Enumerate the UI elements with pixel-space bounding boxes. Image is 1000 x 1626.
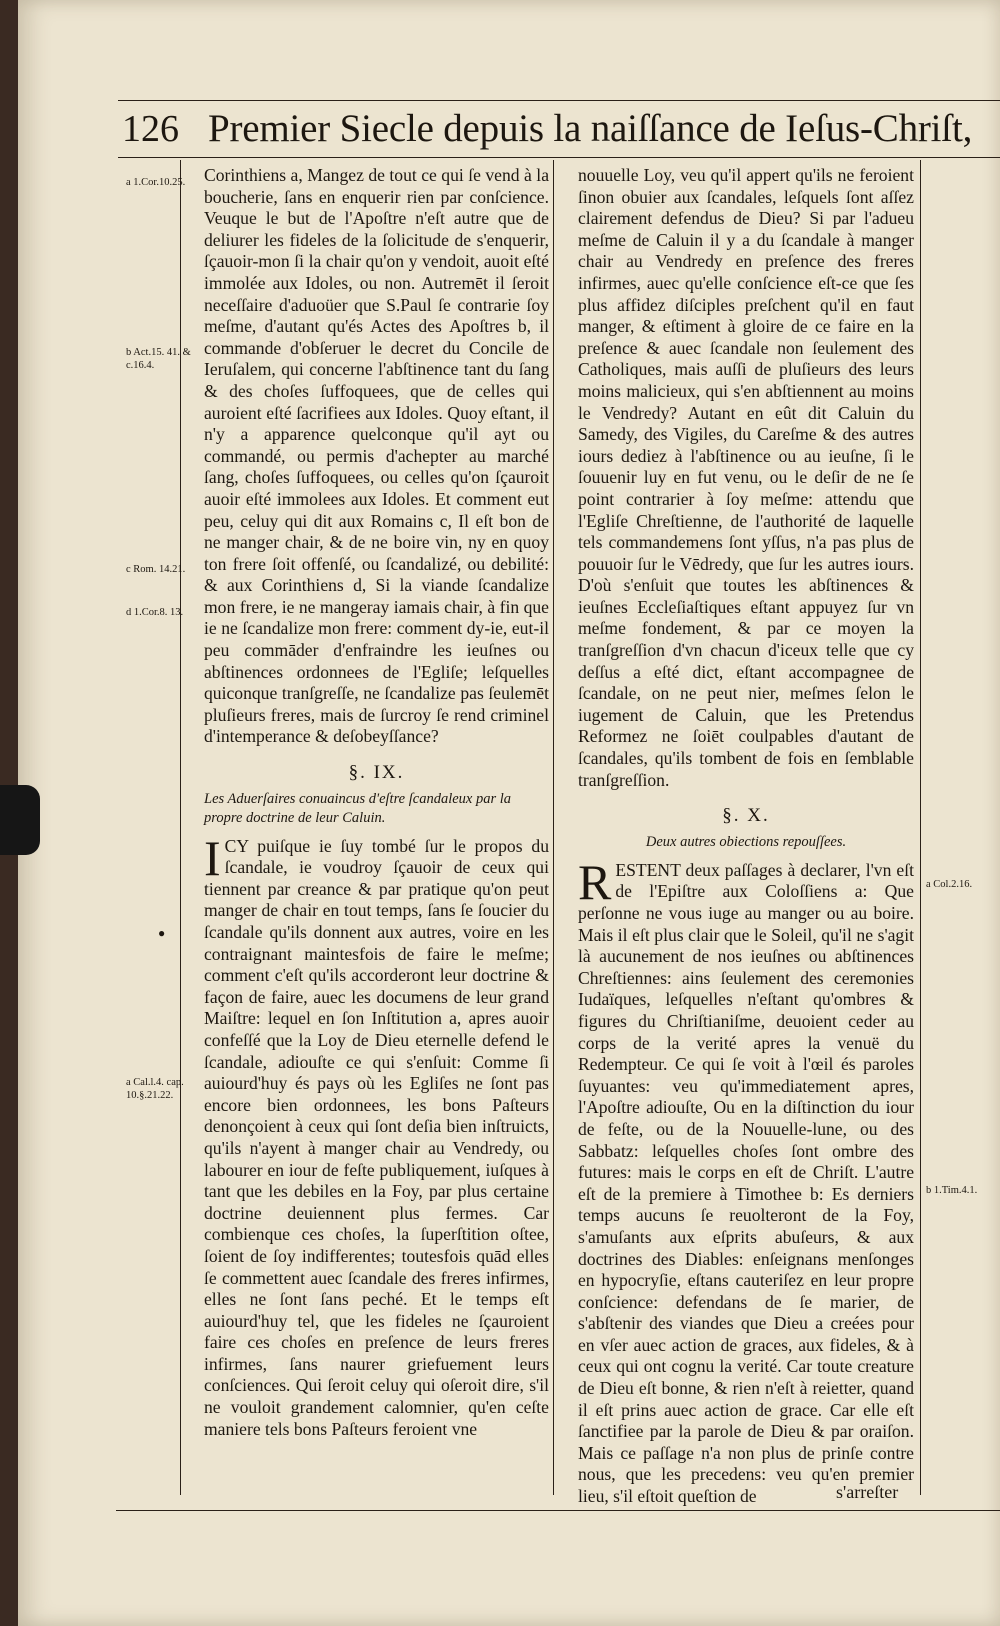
footer-rule [116, 1510, 1000, 1511]
page-clip [0, 785, 40, 855]
right-paragraph-2 [578, 853, 914, 1508]
right-column [578, 165, 914, 1508]
margin-note-left-2: b Act.15. 41. & c.16.4. [126, 347, 191, 371]
running-title: Premier Siecle depuis la naiſſance de Ieſus-Chriſt, [208, 107, 973, 150]
book-page [18, 0, 1000, 1626]
right-paragraph-2-text: ESTENT deux paſſages à declarer, l'vn eſt de l'Epiſtre aux Coloſſiens a: Que perſonne ne vous iuge au manger ou au boire. Mais il eſt plus clair que le Soleil, qu'il ne s'agit là aucunement de nos ieuſnes ou abſtinences Chreſtiennes: ains ſeulement des ceremonies Iudaïques, leſquelles n'eſtant qu'ombres & figures du Chriſtianiſme, deuoient ceder au corps de la verité apres la venuë du Redempteur. Ce qui ſe voit à l'œil és paroles ſuyuantes: veu qu'immediatement apres, l'Apoſtre adiouſte, Ou en la diſtinction du iour de feſte, ou de la Nouuelle-lune, ou des Sabbatz: leſquelles choſes ſont ombre des futures: mais le corps en eſt de Chriſt. L'autre eſt de la premiere à Timothee b: Es derniers temps aucuns ſe reuolteront de la Foy, s'amuſants aux eſprits abuſeurs, & aux doctrines des Diables: enſeignans menſonges en hypocryſie, eſtans cauteriſez en leur propre conſcience: defendans de ſe marier, de s'abſtenir des viandes que Dieu a creées pour en vſer auec action de graces, aux fideles, & à ceux qui ont cognu la verité. Car toute creature de Dieu eſt bonne, & rien n'eſt à reietter, quand il eſt prins auec action de grace. Car elle eſt ſanctifiee par la parole de Dieu & par oraiſon. Mais ce paſſage n'a non plus de prinſe contre nous, que les precedens: veu qu'en premier lieu, s'il eſtoit queſtion de [578, 859, 914, 1507]
left-paragraph-2-text: CY puiſque ie ſuy tombé ſur le propos du ſcandale, ie voudroy ſçauoir de ceux qui tiennent par creance & par pratique qu'on peut manger de chair en tout temps, ſans ſe ſoucier du ſcandale qu'ils donnent aux autres, voire en les contraignant maintesfois de faire le meſme; comment c'eſt qu'ils accorderont leur doctrine & façon de faire, auec les documens de leur grand Maiſtre: lequel en ſon Inſtitution a, apres auoir confeſſé que la Loy de Dieu eternelle defend le ſcandale, adiouſte ce qui s'enſuit: Comme ſi auiourd'huy és pays où les Egliſes ne ſont pas encore bien ordonnees, les bons Paſteurs denonçoient à ceux qui ſont deſia bien inſtruicts, qu'ils n'ayent à manger chair au Vendredy, ou labourer en iour de feſte publiquement, iuſques à tant que les debiles en la Foy, par plus certaine doctrine deuiennent plus fermes. Car combienque ces choſes, la ſuperſtition oſtee, ſoient de ſoy indifferentes; toutesfois quād elles ſe commettent auec ſcandale des freres infirmes, elles ne ſont ſans peché. Et le temps eſt auiourd'huy tel, que les fideles ne ſçauroient faire ces choſes en preſence de leurs freres infirmes, ſans naurer griefuement leurs conſciences. Qui ſeroit celuy qui oſeroit dire, s'il ne vouloit grandement calomnier, qu'en ceſte maniere tels bons Paſteurs feroient vne [204, 835, 549, 1439]
page-header [118, 100, 1000, 158]
section-subtitle-ix: Les Aduerſaires conuaincus d'eſtre ſcandaleux par la propre doctrine de leur Caluin. [204, 790, 512, 826]
column-divider [553, 160, 554, 1495]
right-paragraph-1: nouuelle Loy, veu qu'il appert qu'ils ne feroient ſinon obuier aux ſcandales, leſquels ſont aſſez clairement defendus de Dieu? Si par l'adueu meſme de Caluin il y a du ſcandale à manger chair au Vendredy en preſence des freres infirmes, auec qu'elle conſcience eſt-ce que ſes plus affidez diſciples preſchent qu'il en faut manger, & eſtiment à gloire de ce faire en la preſence & auec ſcandale non ſeulement des Catholiques, mais auſſi de pluſieurs des leurs moins malicieux, qui s'en abſtiennent au moins le Vendredy? Autant en eût dit Caluin du Samedy, des Vigiles, du Careſme & des autres iours dediez à l'abſtinence ou au ieuſne, ſi le ſouuenir luy en fut venu, ou le deſir de ne ſe point contrarier à ſoy meſme: attendu que l'Egliſe Chreſtienne, de l'authorité de laquelle tels commandemens ſont yſſus, n'a pas plus de pouuoir ſur le Vēdredy, que ſur les autres iours. D'où s'enſuit que toutes les abſtinences & ieuſnes Eccleſiaſtiques eſtant appuyez ſur vn meſme fondement, & par ce moyen la tranſgreſſion d'vn chacun d'iceux telle que cy deſſus a eſté dict, eſtant accompagnee de ſcandale, on ne peut nier, meſmes ſelon le iugement de Caluin, que les Pretendus Reformez ne ſoiēt coulpables d'autant de ſcandales, qu'ils tombent de fois en ſemblable tranſgreſſion. [578, 165, 914, 790]
page-number: 126 [122, 108, 179, 150]
drop-cap-i: I [204, 829, 221, 886]
margin-note-left-1: a 1.Cor.10.25. [126, 177, 186, 188]
section-heading-ix: §. IX. [348, 762, 405, 784]
margin-note-left-5: a Cal.l.4. cap. 10.§.21.22. [126, 1077, 184, 1101]
left-column [204, 165, 549, 1440]
margin-note-right-1: a Col.2.16. [926, 879, 973, 890]
section-subtitle-x: Deux autres obiections repouſſees. [645, 833, 847, 850]
drop-cap-r: R [578, 853, 612, 910]
left-paragraph-2 [204, 829, 549, 1441]
bullet-mark: ● [158, 926, 166, 940]
margin-note-left-3: c Rom. 14.21. [126, 564, 186, 575]
left-paragraph-1: Corinthiens a, Mangez de tout ce qui ſe vend à la boucherie, ſans en enquerir rien par conſcience. Veuque le but de l'Apoſtre n'eſt autre que de deliurer les fideles de la ſolicitude de s'enquerir, ſçauoir-mon ſi la chair qu'on y vendoit, auoit eſté immolée aux Idoles, ou non. Autremēt il ſeroit neceſſaire d'aduoüer que S.Paul ſe contrarie ſoy meſme, d'autant qu'és Actes des Apoſtres b, il commande d'obſeruer le decret du Concile de Ieruſalem, qui concerne l'abſtinence tant du ſang & des choſes ſuffoquees, que de celles qui auroient eſté ſacrifiees aux Idoles. Quoy eſtant, il n'y a apparence quelconque qu'il ayt ou commandé, ou permis d'achepter au marché ſang, choſes ſuffoquees, ou celles qu'on ſçauroit auoir eſté immolees aux Idoles. Et comment eut peu, celuy qui dit aux Romains c, Il eſt bon de ne manger chair, & de ne boire vin, ny en quoy ton frere ſoit offenſé, ou ſcandalizé, ou debilité: & aux Corinthiens d, Si la viande ſcandalize mon frere, ie ne mangeray iamais chair, à fin que ie ne ſcandalize mon frere: comment dy-ie, eut-il peu commāder d'enfraindre les ieuſnes ou abſtinences ordonnees de l'Egliſe; leſquelles quiconque tranſgreſſe, ne ſcandalize pas ſeulemēt pluſieurs freres, mais de ſurcroy ſe rend criminel d'intemperance & deſobeyſſance? [204, 165, 549, 747]
margin-note-left-4: d 1.Cor.8. 13. [126, 607, 184, 618]
margin-note-right-2: b 1.Tim.4.1. [926, 1185, 978, 1196]
catchword: s'arreſter [836, 1482, 899, 1502]
section-heading-x: §. X. [722, 805, 770, 827]
right-margin-rule [920, 160, 921, 1495]
